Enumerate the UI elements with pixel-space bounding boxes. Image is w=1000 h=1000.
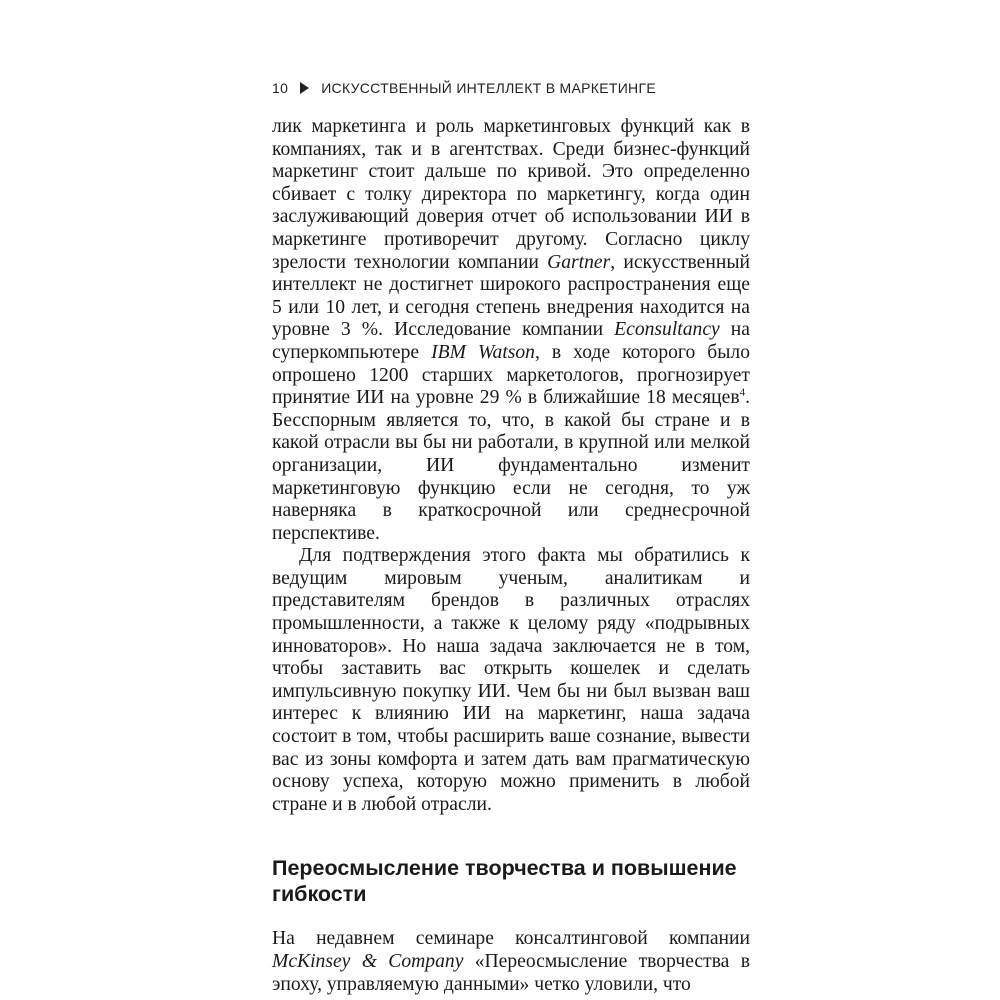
paragraph-2: Для подтверждения этого факта мы обратились к ведущим мировым ученым, аналитикам и представителям брендов в различных отраслях промышленности, а также к целому ряду «подрывных инноваторов». Но наша задача заключается не в том, чтобы заставить вас открыть кошелек и сделать импульсивную покупку ИИ. Чем бы ни был вызван ваш интерес к влиянию ИИ на маркетинг, наша задача состоит в том, чтобы расширить ваше сознание, вывести вас из зоны комфорта и затем дать вам прагматическую основу успеха, которую можно применить в любой стране и в любой отрасли.	[272, 545, 750, 815]
paragraph-3-text: На недавнем семинаре консалтинговой компании	[272, 928, 750, 950]
section-heading: Переосмысление творчества и повышение гибкости	[272, 856, 737, 907]
company-mckinsey: McKinsey & Company	[272, 951, 464, 972]
paragraph-1-text: . Бесспорным является то, что, в какой бы стране и в какой отрасли вы бы ни работали, в крупной или мелкой организации, ИИ фундаментально изменит маркетинговую функцию если не сегодня, то уж наверняка в краткосрочной или среднесрочной перспективе.	[272, 387, 750, 544]
page-number: 10	[272, 80, 289, 96]
company-gartner: Gartner	[547, 251, 611, 273]
paragraph-3	[272, 928, 750, 996]
paragraph-1-text: , искусственный интеллект не достигнет широкого распространения еще 5 или 10 лет, и сегодня степень внедрения находится на уровне 3 %. Исследование компании	[272, 251, 750, 341]
paragraph-3-text: «Переосмысление творчества в эпоху, управляемую данными» четко уловили, что	[272, 951, 750, 995]
paragraph-1-text: лик маркетинга и роль маркетинговых функций как в компаниях, так и в агентствах. Среди бизнес-функций маркетинг стоит дальше по кривой. Это определенно сбивает с толку директора по маркетингу, когда один заслуживающий доверия отчет об использовании ИИ в маркетинге противоречит другому. Согласно циклу зрелости технологии компании	[272, 116, 750, 273]
paragraph-1-text: на суперкомпьютере	[272, 319, 750, 363]
company-econsultancy: Econsultancy	[614, 319, 720, 341]
product-ibm-watson: IBM Watson	[431, 341, 535, 363]
book-title: ИСКУССТВЕННЫЙ ИНТЕЛЛЕКТ В МАРКЕТИНГЕ	[321, 80, 656, 96]
footnote-marker: 4	[739, 386, 746, 399]
paragraph-1	[272, 116, 750, 545]
paragraph-1-text: , в ходе которого было опрошено 1200 старших маркетологов, прогнозирует принятие ИИ на уровне 29 % в ближайшие 18 месяцев	[272, 341, 750, 409]
running-header	[272, 76, 750, 100]
book-page	[272, 76, 750, 996]
triangle-right-icon	[300, 82, 309, 94]
body-text	[272, 116, 750, 996]
